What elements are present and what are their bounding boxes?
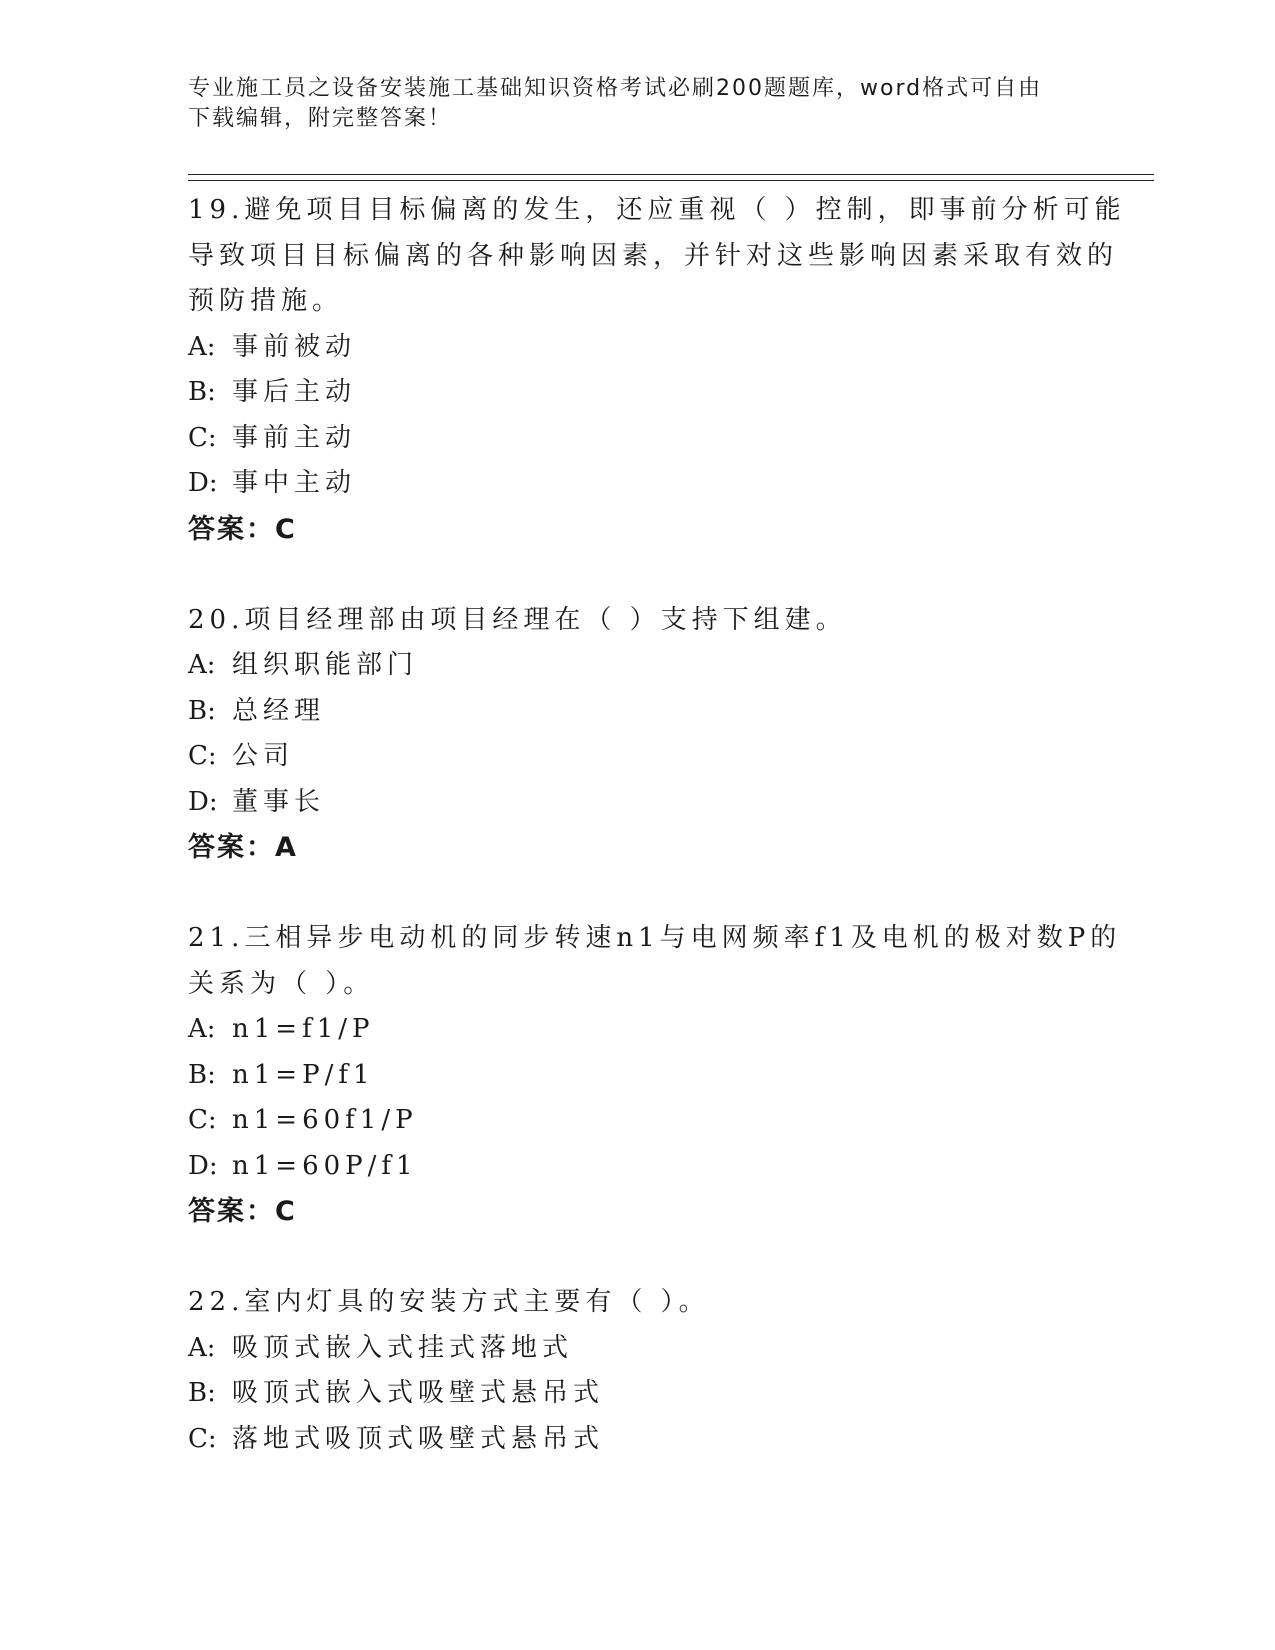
question-21	[188, 916, 1122, 1235]
option-letter: C:	[188, 422, 217, 453]
option-letter: D:	[188, 1150, 218, 1181]
answer-label: 答案：C	[188, 513, 297, 545]
option-text: 落地式吸顶式吸壁式悬吊式	[232, 1423, 605, 1454]
option-text: 公司	[232, 741, 295, 771]
header-divider-top	[188, 174, 1154, 175]
option-letter: D:	[188, 786, 218, 817]
option-text: 事前主动	[232, 422, 357, 453]
option-c	[188, 1417, 1088, 1463]
option-letter: B:	[188, 695, 216, 726]
document-header	[188, 74, 1078, 134]
question-stem-line: 关系为（ ）。	[188, 968, 375, 999]
option-c	[188, 416, 1088, 462]
option-letter: C:	[188, 741, 217, 771]
option-letter: A:	[188, 331, 216, 362]
option-c	[188, 1098, 1088, 1144]
option-text: 吸顶式嵌入式挂式落地式	[232, 1332, 574, 1363]
question-20	[188, 598, 1088, 871]
option-text: n1=P/f1	[232, 1059, 375, 1090]
option-text: 事中主动	[232, 468, 357, 498]
option-text: 总经理	[232, 695, 326, 726]
option-text: 董事长	[232, 786, 326, 817]
header-line-1: 专业施工员之设备安装施工基础知识资格考试必刷200题题库，word格式可自由	[188, 76, 1043, 101]
question-list	[188, 188, 1126, 1462]
option-text: 事前被动	[232, 331, 357, 362]
option-d	[188, 1144, 1088, 1190]
answer-label: 答案：C	[188, 1196, 297, 1227]
question-gap	[188, 552, 1088, 598]
option-letter: B:	[188, 1059, 216, 1090]
option-d	[188, 780, 1088, 826]
question-stem-line: 20.项目经理部由项目经理在（ ）支持下组建。	[188, 604, 847, 635]
option-a	[188, 325, 1088, 371]
option-letter: A:	[188, 1014, 216, 1044]
option-c	[188, 734, 1088, 780]
option-a	[188, 1326, 1088, 1372]
option-letter: D:	[188, 468, 218, 498]
question-stem-line: 22.室内灯具的安装方式主要有（ ）。	[188, 1287, 710, 1317]
header-divider-bottom	[188, 180, 1154, 181]
option-text: n1=60f1/P	[232, 1105, 418, 1135]
option-letter: C:	[188, 1105, 217, 1135]
question-stem-line: 导致项目目标偏离的各种影响因素，并针对这些影响因素采取有效的	[188, 240, 1119, 271]
question-gap	[188, 871, 1088, 917]
question-22	[188, 1280, 1088, 1462]
option-b	[188, 1371, 1088, 1417]
question-stem-line: 预防措施。	[188, 286, 344, 316]
option-b	[188, 1053, 1088, 1099]
option-text: n1=60P/f1	[232, 1150, 418, 1181]
answer-label: 答案：A	[188, 832, 298, 863]
option-a	[188, 1007, 1088, 1053]
header-line-2: 下载编辑，附完整答案！	[188, 106, 453, 131]
option-d	[188, 461, 1088, 507]
option-text: 吸顶式嵌入式吸壁式悬吊式	[232, 1378, 605, 1408]
option-b	[188, 370, 1088, 416]
option-letter: B:	[188, 377, 216, 407]
option-letter: A:	[188, 650, 216, 680]
option-text: n1=f1/P	[232, 1014, 375, 1044]
option-text: 事后主动	[232, 377, 357, 407]
question-gap	[188, 1235, 1088, 1281]
option-b	[188, 689, 1088, 735]
option-letter: A:	[188, 1332, 216, 1363]
question-19	[188, 188, 1126, 552]
question-stem-line: 19.避免项目目标偏离的发生，还应重视（ ）控制，即事前分析可能	[188, 195, 1126, 225]
option-letter: C:	[188, 1423, 217, 1454]
option-a	[188, 643, 1088, 689]
option-letter: B:	[188, 1378, 216, 1408]
question-stem-line: 21.三相异步电动机的同步转速n1与电网频率f1及电机的极对数P的	[188, 923, 1122, 953]
option-text: 组织职能部门	[232, 650, 419, 680]
